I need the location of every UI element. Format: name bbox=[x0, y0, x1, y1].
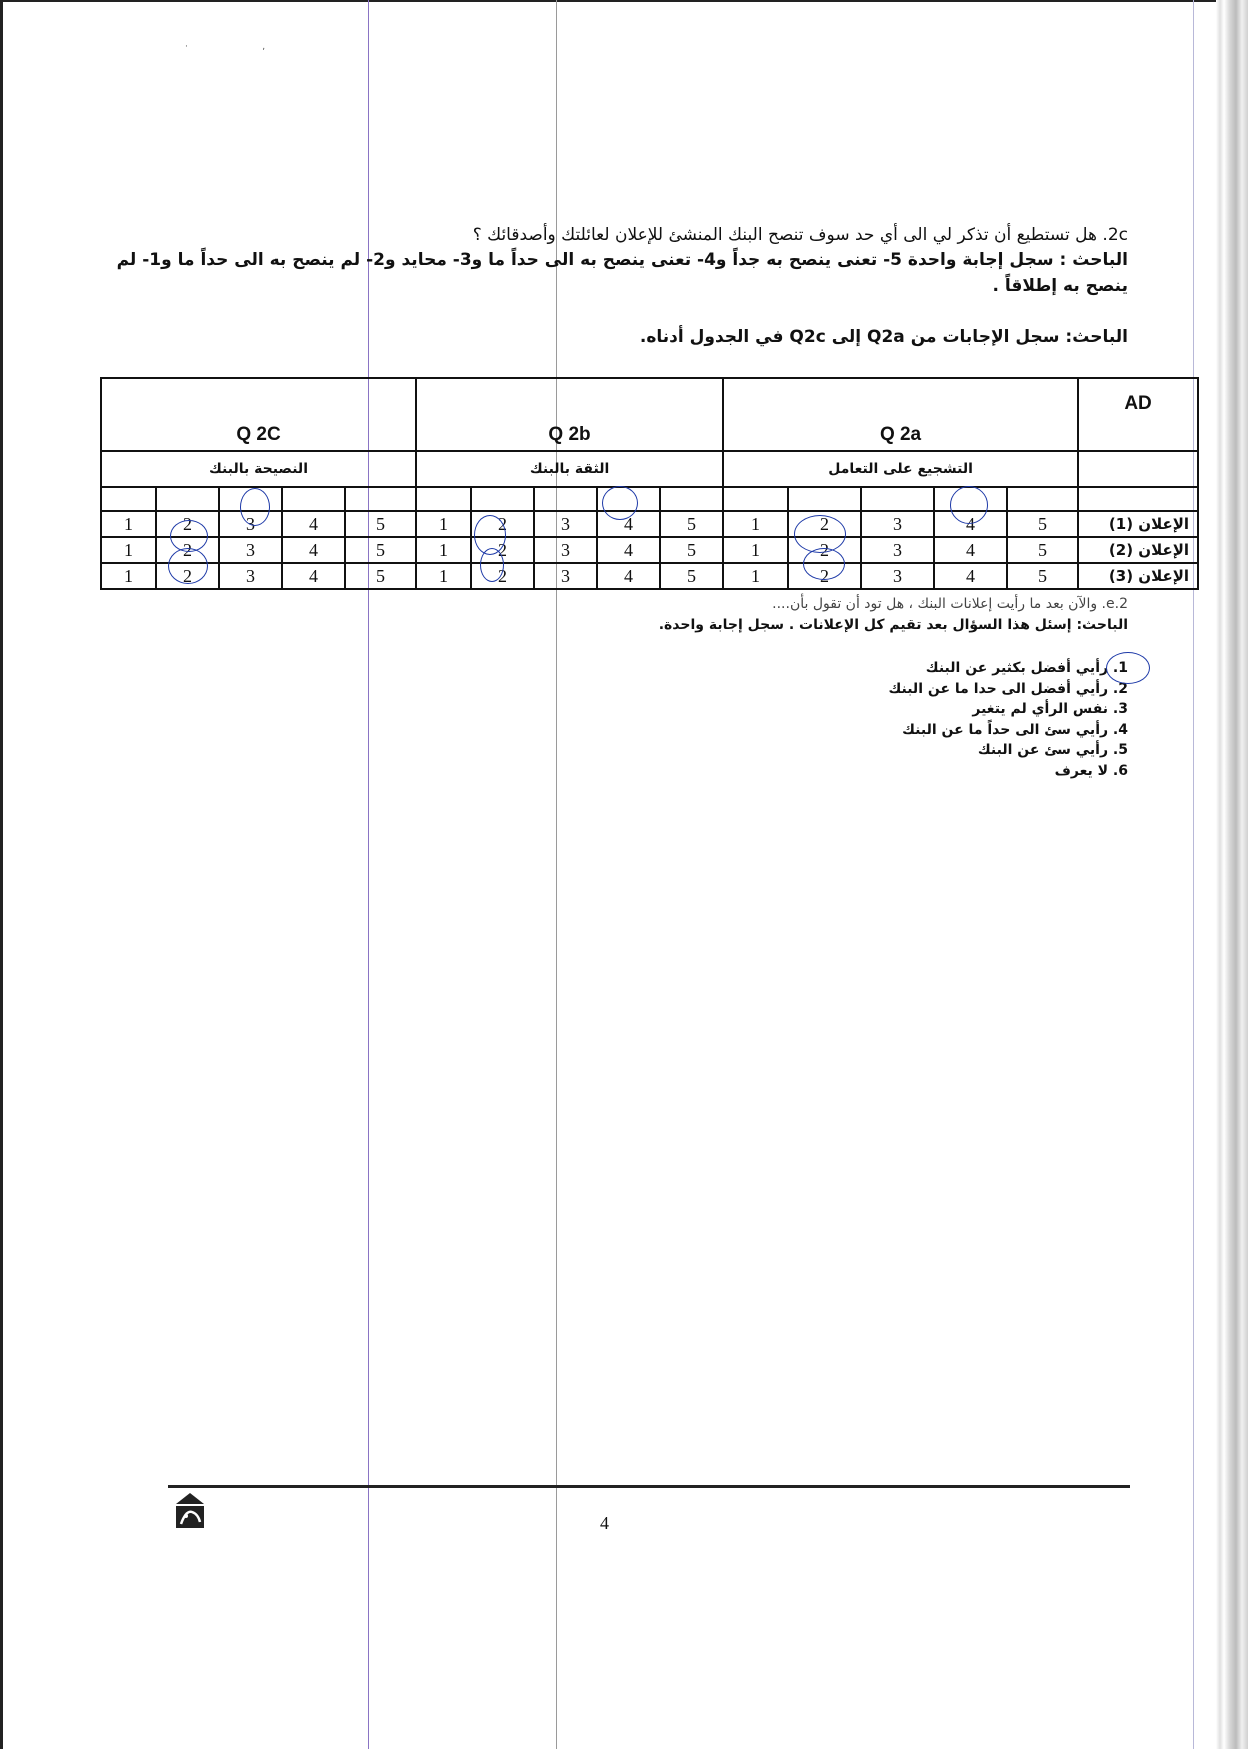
scale-cell: 3 bbox=[219, 537, 282, 563]
scale-cell: 5 bbox=[660, 511, 723, 537]
empty-cell bbox=[934, 487, 1007, 511]
scan-artifact-line bbox=[1193, 0, 1194, 1749]
scale-cell: 2 bbox=[788, 563, 861, 589]
page-edge-left bbox=[0, 0, 3, 1749]
page-edge-right bbox=[1216, 0, 1248, 1749]
scale-cell: 4 bbox=[934, 537, 1007, 563]
scale-cell: 3 bbox=[219, 563, 282, 589]
question-2c: 2c. هل تستطيع أن تذكر لي الى أي حد سوف تنصح البنك المنشئ للإعلان لعائلتك وأصدقائك ؟ bbox=[472, 225, 1128, 245]
scale-cell: 1 bbox=[416, 537, 471, 563]
scale-cell: 2 bbox=[156, 563, 219, 589]
scale-cell: 5 bbox=[1007, 511, 1078, 537]
scale-cell: 1 bbox=[101, 511, 156, 537]
empty-cell bbox=[416, 487, 471, 511]
empty-cell bbox=[788, 487, 861, 511]
empty-cell bbox=[1007, 487, 1078, 511]
scale-cell: 1 bbox=[101, 563, 156, 589]
group-header-q2a: Q 2a bbox=[723, 378, 1078, 451]
scan-specks: · , bbox=[185, 42, 266, 52]
scale-cell: 2 bbox=[156, 511, 219, 537]
table-row bbox=[101, 511, 1198, 537]
scale-cell: 2 bbox=[156, 537, 219, 563]
empty-cell bbox=[723, 487, 788, 511]
scale-cell: 4 bbox=[282, 563, 345, 589]
empty-cell bbox=[219, 487, 282, 511]
scale-cell: 4 bbox=[597, 563, 660, 589]
scale-cell: 1 bbox=[723, 511, 788, 537]
scale-cell: 2 bbox=[471, 537, 534, 563]
scale-cell: 5 bbox=[345, 511, 416, 537]
scale-cell: 2 bbox=[788, 511, 861, 537]
scale-cell: 5 bbox=[345, 563, 416, 589]
option-6: 6. لا يعرف bbox=[1054, 763, 1128, 779]
row-label: الإعلان (3) bbox=[1078, 563, 1198, 589]
empty-cell bbox=[534, 487, 597, 511]
group-label-q2b: الثقة بالبنك bbox=[416, 451, 723, 487]
scale-cell: 2 bbox=[788, 537, 861, 563]
company-logo-icon bbox=[174, 1492, 206, 1530]
option-5: 5. رأيي سئ عن البنك bbox=[977, 742, 1128, 758]
empty-cell bbox=[1078, 451, 1198, 487]
group-label-q2c: النصيحة بالبنك bbox=[101, 451, 416, 487]
ad-header: AD bbox=[1078, 378, 1198, 451]
scale-cell: 4 bbox=[597, 537, 660, 563]
empty-cell bbox=[345, 487, 416, 511]
scale-cell: 1 bbox=[416, 563, 471, 589]
question-2e-instruction: الباحث: إسئل هذا السؤال بعد تقيم كل الإعلانات . سجل إجابة واحدة. bbox=[658, 617, 1128, 633]
scale-cell: 3 bbox=[534, 511, 597, 537]
scale-cell: 1 bbox=[101, 537, 156, 563]
scale-cell: 5 bbox=[345, 537, 416, 563]
scale-cell: 5 bbox=[1007, 537, 1078, 563]
page-number: 4 bbox=[600, 1513, 609, 1533]
scale-instruction-line2: ينصح به إطلاقاً . bbox=[992, 276, 1128, 296]
scale-cell: 4 bbox=[282, 511, 345, 537]
scale-cell: 3 bbox=[861, 511, 934, 537]
scale-cell: 5 bbox=[660, 537, 723, 563]
empty-cell bbox=[282, 487, 345, 511]
scale-cell: 4 bbox=[282, 537, 345, 563]
option-3: 3. نفس الرأي لم يتغير bbox=[972, 701, 1128, 717]
scale-cell: 3 bbox=[534, 563, 597, 589]
empty-cell bbox=[660, 487, 723, 511]
empty-cell bbox=[861, 487, 934, 511]
scale-cell: 3 bbox=[219, 511, 282, 537]
scale-cell: 1 bbox=[416, 511, 471, 537]
scale-cell: 2 bbox=[471, 511, 534, 537]
scale-cell: 4 bbox=[934, 563, 1007, 589]
record-instruction: الباحث: سجل الإجابات من Q2a إلى Q2c في الجدول أدناه. bbox=[639, 327, 1128, 347]
empty-cell bbox=[597, 487, 660, 511]
empty-cell bbox=[471, 487, 534, 511]
empty-cell bbox=[156, 487, 219, 511]
row-label: الإعلان (1) bbox=[1078, 511, 1198, 537]
scale-cell: 5 bbox=[660, 563, 723, 589]
question-2e: 2.e. والآن بعد ما رأيت إعلانات البنك ، هل تود أن تقول بأن.... bbox=[772, 596, 1128, 612]
scale-cell: 1 bbox=[723, 563, 788, 589]
group-header-q2c: Q 2C bbox=[101, 378, 416, 451]
scale-cell: 1 bbox=[723, 537, 788, 563]
group-label-q2a: التشجيع على التعامل bbox=[723, 451, 1078, 487]
scale-cell: 3 bbox=[861, 563, 934, 589]
empty-cell bbox=[101, 487, 156, 511]
scale-cell: 2 bbox=[471, 563, 534, 589]
option-4: 4. رأيي سئ الى حداً ما عن البنك bbox=[902, 722, 1128, 738]
table-row bbox=[101, 563, 1198, 589]
option-1: 1. رأيي أفضل بكثير عن البنك bbox=[925, 660, 1128, 676]
empty-cell bbox=[1078, 487, 1198, 511]
ratings-table bbox=[100, 377, 1199, 590]
option-2: 2. رأيي أفضل الى حدا ما عن البنك bbox=[888, 681, 1128, 697]
scale-cell: 4 bbox=[934, 511, 1007, 537]
scale-cell: 4 bbox=[597, 511, 660, 537]
table-row bbox=[101, 537, 1198, 563]
footer-rule bbox=[168, 1485, 1130, 1488]
scale-cell: 3 bbox=[534, 537, 597, 563]
scale-cell: 3 bbox=[861, 537, 934, 563]
group-header-q2b: Q 2b bbox=[416, 378, 723, 451]
row-label: الإعلان (2) bbox=[1078, 537, 1198, 563]
page-edge-top bbox=[0, 0, 1248, 2]
scale-instruction-line1: الباحث : سجل إجابة واحدة 5- تعنى ينصح به جداً و4- تعنى ينصح به الى حداً ما و3- محايد و2- لم ينصح به الى حداً ما و1- لم bbox=[116, 250, 1128, 270]
scale-cell: 5 bbox=[1007, 563, 1078, 589]
